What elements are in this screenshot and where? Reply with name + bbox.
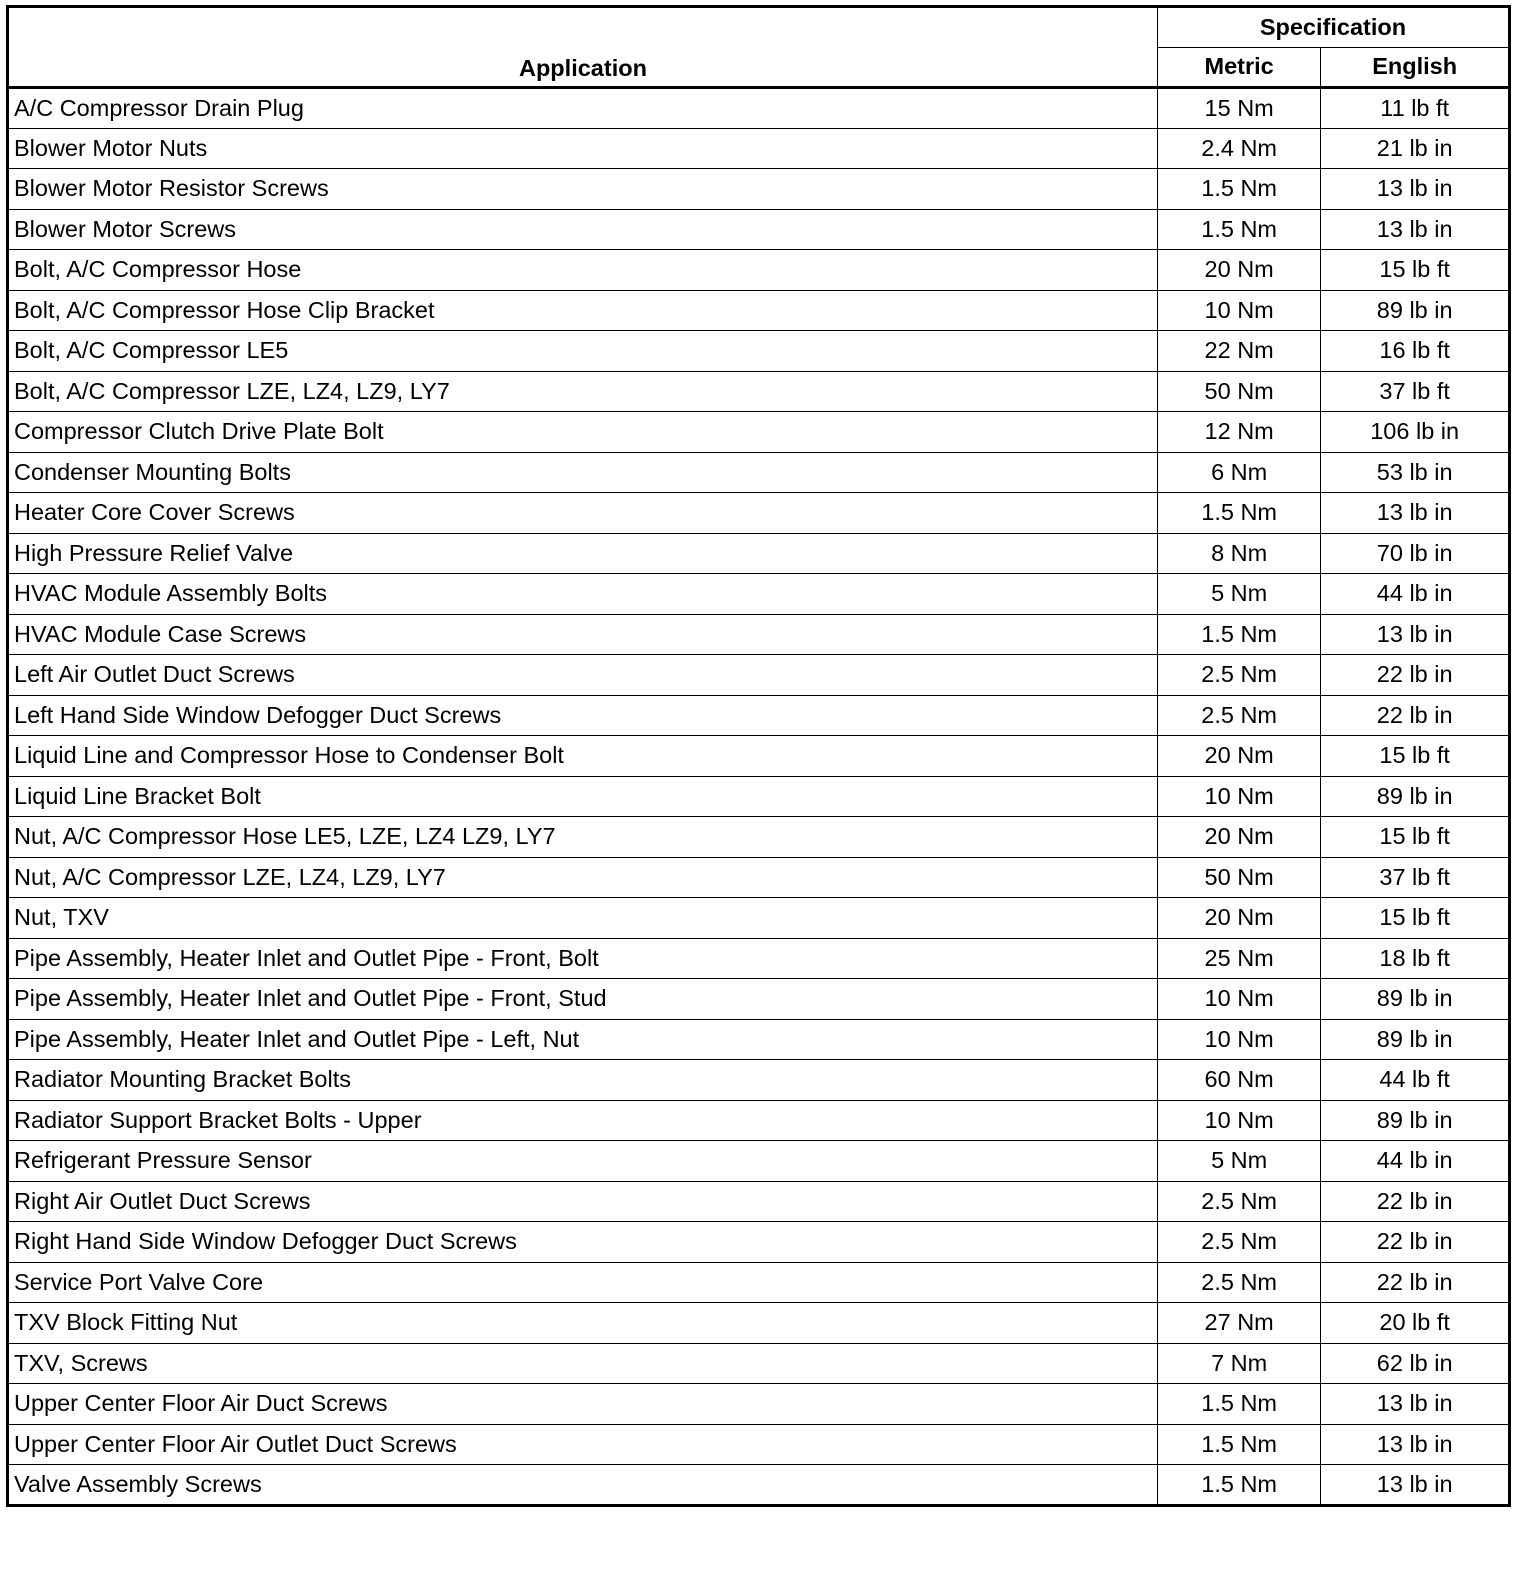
english-cell: 89 lb in bbox=[1321, 1100, 1510, 1141]
english-cell: 13 lb in bbox=[1321, 1465, 1510, 1506]
table-row bbox=[8, 493, 1510, 534]
application-cell: Bolt, A/C Compressor Hose Clip Bracket bbox=[8, 290, 1158, 331]
english-cell: 15 lb ft bbox=[1321, 817, 1510, 858]
metric-cell: 1.5 Nm bbox=[1157, 614, 1320, 655]
table-row bbox=[8, 1384, 1510, 1425]
table-row bbox=[8, 1303, 1510, 1344]
application-cell: Nut, A/C Compressor LZE, LZ4, LZ9, LY7 bbox=[8, 857, 1158, 898]
metric-cell: 25 Nm bbox=[1157, 938, 1320, 979]
table-row bbox=[8, 736, 1510, 777]
metric-cell: 5 Nm bbox=[1157, 574, 1320, 615]
table-row bbox=[8, 533, 1510, 574]
english-cell: 13 lb in bbox=[1321, 1384, 1510, 1425]
table-row bbox=[8, 371, 1510, 412]
table-row bbox=[8, 614, 1510, 655]
application-cell: Right Hand Side Window Defogger Duct Screws bbox=[8, 1222, 1158, 1263]
metric-cell: 2.5 Nm bbox=[1157, 1262, 1320, 1303]
table-row bbox=[8, 938, 1510, 979]
table-row bbox=[8, 695, 1510, 736]
application-cell: Bolt, A/C Compressor LE5 bbox=[8, 331, 1158, 372]
application-cell: Service Port Valve Core bbox=[8, 1262, 1158, 1303]
application-cell: TXV Block Fitting Nut bbox=[8, 1303, 1158, 1344]
metric-cell: 15 Nm bbox=[1157, 88, 1320, 129]
application-cell: Pipe Assembly, Heater Inlet and Outlet Pipe - Left, Nut bbox=[8, 1019, 1158, 1060]
fastener-specifications-table bbox=[6, 5, 1511, 1507]
application-cell: Upper Center Floor Air Duct Screws bbox=[8, 1384, 1158, 1425]
metric-cell: 20 Nm bbox=[1157, 736, 1320, 777]
english-cell: 13 lb in bbox=[1321, 209, 1510, 250]
metric-cell: 6 Nm bbox=[1157, 452, 1320, 493]
metric-cell: 60 Nm bbox=[1157, 1060, 1320, 1101]
english-cell: 89 lb in bbox=[1321, 290, 1510, 331]
english-cell: 22 lb in bbox=[1321, 1262, 1510, 1303]
english-cell: 44 lb in bbox=[1321, 1141, 1510, 1182]
english-cell: 15 lb ft bbox=[1321, 898, 1510, 939]
metric-cell: 7 Nm bbox=[1157, 1343, 1320, 1384]
english-cell: 16 lb ft bbox=[1321, 331, 1510, 372]
english-cell: 89 lb in bbox=[1321, 1019, 1510, 1060]
metric-cell: 10 Nm bbox=[1157, 776, 1320, 817]
application-cell: Upper Center Floor Air Outlet Duct Screws bbox=[8, 1424, 1158, 1465]
english-cell: 53 lb in bbox=[1321, 452, 1510, 493]
metric-cell: 10 Nm bbox=[1157, 290, 1320, 331]
metric-cell: 10 Nm bbox=[1157, 979, 1320, 1020]
application-cell: High Pressure Relief Valve bbox=[8, 533, 1158, 574]
application-cell: Nut, A/C Compressor Hose LE5, LZE, LZ4 LZ9, LY7 bbox=[8, 817, 1158, 858]
table-row bbox=[8, 655, 1510, 696]
metric-cell: 1.5 Nm bbox=[1157, 1424, 1320, 1465]
english-cell: 21 lb in bbox=[1321, 128, 1510, 169]
english-cell: 22 lb in bbox=[1321, 655, 1510, 696]
application-cell: Blower Motor Screws bbox=[8, 209, 1158, 250]
table-row bbox=[8, 88, 1510, 129]
application-cell: Blower Motor Nuts bbox=[8, 128, 1158, 169]
table-row bbox=[8, 857, 1510, 898]
table-row bbox=[8, 776, 1510, 817]
application-cell: Radiator Mounting Bracket Bolts bbox=[8, 1060, 1158, 1101]
table-row bbox=[8, 1465, 1510, 1506]
metric-cell: 2.5 Nm bbox=[1157, 1222, 1320, 1263]
application-cell: HVAC Module Case Screws bbox=[8, 614, 1158, 655]
application-cell: Liquid Line and Compressor Hose to Condenser Bolt bbox=[8, 736, 1158, 777]
english-cell: 22 lb in bbox=[1321, 1222, 1510, 1263]
application-cell: Pipe Assembly, Heater Inlet and Outlet Pipe - Front, Stud bbox=[8, 979, 1158, 1020]
table-row bbox=[8, 574, 1510, 615]
english-cell: 106 lb in bbox=[1321, 412, 1510, 453]
english-cell: 37 lb ft bbox=[1321, 371, 1510, 412]
metric-header: Metric bbox=[1157, 47, 1320, 88]
metric-cell: 20 Nm bbox=[1157, 250, 1320, 291]
english-cell: 13 lb in bbox=[1321, 1424, 1510, 1465]
table-row bbox=[8, 1100, 1510, 1141]
metric-cell: 50 Nm bbox=[1157, 857, 1320, 898]
specification-header: Specification bbox=[1157, 7, 1509, 48]
english-cell: 15 lb ft bbox=[1321, 736, 1510, 777]
table-row bbox=[8, 1424, 1510, 1465]
application-cell: TXV, Screws bbox=[8, 1343, 1158, 1384]
application-cell: Valve Assembly Screws bbox=[8, 1465, 1158, 1506]
torque-spec-document bbox=[6, 5, 1511, 1507]
table-row bbox=[8, 817, 1510, 858]
english-cell: 89 lb in bbox=[1321, 979, 1510, 1020]
application-cell: HVAC Module Assembly Bolts bbox=[8, 574, 1158, 615]
english-cell: 62 lb in bbox=[1321, 1343, 1510, 1384]
metric-cell: 12 Nm bbox=[1157, 412, 1320, 453]
application-cell: Liquid Line Bracket Bolt bbox=[8, 776, 1158, 817]
application-cell: Condenser Mounting Bolts bbox=[8, 452, 1158, 493]
application-header: Application bbox=[8, 7, 1158, 88]
table-row bbox=[8, 1019, 1510, 1060]
application-cell: Radiator Support Bracket Bolts - Upper bbox=[8, 1100, 1158, 1141]
metric-cell: 2.4 Nm bbox=[1157, 128, 1320, 169]
application-cell: Pipe Assembly, Heater Inlet and Outlet Pipe - Front, Bolt bbox=[8, 938, 1158, 979]
table-row bbox=[8, 1222, 1510, 1263]
application-cell: Refrigerant Pressure Sensor bbox=[8, 1141, 1158, 1182]
english-cell: 70 lb in bbox=[1321, 533, 1510, 574]
application-cell: Blower Motor Resistor Screws bbox=[8, 169, 1158, 210]
english-cell: 13 lb in bbox=[1321, 169, 1510, 210]
table-row bbox=[8, 290, 1510, 331]
application-cell: Compressor Clutch Drive Plate Bolt bbox=[8, 412, 1158, 453]
english-header: English bbox=[1321, 47, 1510, 88]
table-row bbox=[8, 979, 1510, 1020]
metric-cell: 20 Nm bbox=[1157, 817, 1320, 858]
table-row bbox=[8, 452, 1510, 493]
metric-cell: 2.5 Nm bbox=[1157, 695, 1320, 736]
english-cell: 11 lb ft bbox=[1321, 88, 1510, 129]
english-cell: 89 lb in bbox=[1321, 776, 1510, 817]
metric-cell: 1.5 Nm bbox=[1157, 493, 1320, 534]
english-cell: 22 lb in bbox=[1321, 695, 1510, 736]
metric-cell: 50 Nm bbox=[1157, 371, 1320, 412]
table-row bbox=[8, 412, 1510, 453]
metric-cell: 2.5 Nm bbox=[1157, 655, 1320, 696]
table-row bbox=[8, 1060, 1510, 1101]
application-cell: Left Air Outlet Duct Screws bbox=[8, 655, 1158, 696]
table-body bbox=[8, 88, 1510, 1506]
table-row bbox=[8, 1141, 1510, 1182]
english-cell: 44 lb in bbox=[1321, 574, 1510, 615]
application-cell: A/C Compressor Drain Plug bbox=[8, 88, 1158, 129]
metric-cell: 1.5 Nm bbox=[1157, 1465, 1320, 1506]
table-row bbox=[8, 1343, 1510, 1384]
metric-cell: 20 Nm bbox=[1157, 898, 1320, 939]
table-row bbox=[8, 1262, 1510, 1303]
table-row bbox=[8, 898, 1510, 939]
table-row bbox=[8, 128, 1510, 169]
metric-cell: 22 Nm bbox=[1157, 331, 1320, 372]
table-row bbox=[8, 209, 1510, 250]
metric-cell: 8 Nm bbox=[1157, 533, 1320, 574]
application-cell: Left Hand Side Window Defogger Duct Screws bbox=[8, 695, 1158, 736]
metric-cell: 1.5 Nm bbox=[1157, 209, 1320, 250]
english-cell: 22 lb in bbox=[1321, 1181, 1510, 1222]
english-cell: 13 lb in bbox=[1321, 614, 1510, 655]
english-cell: 37 lb ft bbox=[1321, 857, 1510, 898]
english-cell: 20 lb ft bbox=[1321, 1303, 1510, 1344]
application-cell: Heater Core Cover Screws bbox=[8, 493, 1158, 534]
application-cell: Nut, TXV bbox=[8, 898, 1158, 939]
english-cell: 15 lb ft bbox=[1321, 250, 1510, 291]
metric-cell: 10 Nm bbox=[1157, 1100, 1320, 1141]
english-cell: 18 lb ft bbox=[1321, 938, 1510, 979]
header-row-1 bbox=[8, 7, 1510, 48]
table-header bbox=[8, 7, 1510, 88]
english-cell: 13 lb in bbox=[1321, 493, 1510, 534]
application-cell: Bolt, A/C Compressor Hose bbox=[8, 250, 1158, 291]
metric-cell: 10 Nm bbox=[1157, 1019, 1320, 1060]
metric-cell: 1.5 Nm bbox=[1157, 1384, 1320, 1425]
english-cell: 44 lb ft bbox=[1321, 1060, 1510, 1101]
table-row bbox=[8, 250, 1510, 291]
metric-cell: 5 Nm bbox=[1157, 1141, 1320, 1182]
application-cell: Bolt, A/C Compressor LZE, LZ4, LZ9, LY7 bbox=[8, 371, 1158, 412]
table-row bbox=[8, 331, 1510, 372]
metric-cell: 2.5 Nm bbox=[1157, 1181, 1320, 1222]
metric-cell: 1.5 Nm bbox=[1157, 169, 1320, 210]
application-cell: Right Air Outlet Duct Screws bbox=[8, 1181, 1158, 1222]
table-row bbox=[8, 1181, 1510, 1222]
table-row bbox=[8, 169, 1510, 210]
metric-cell: 27 Nm bbox=[1157, 1303, 1320, 1344]
